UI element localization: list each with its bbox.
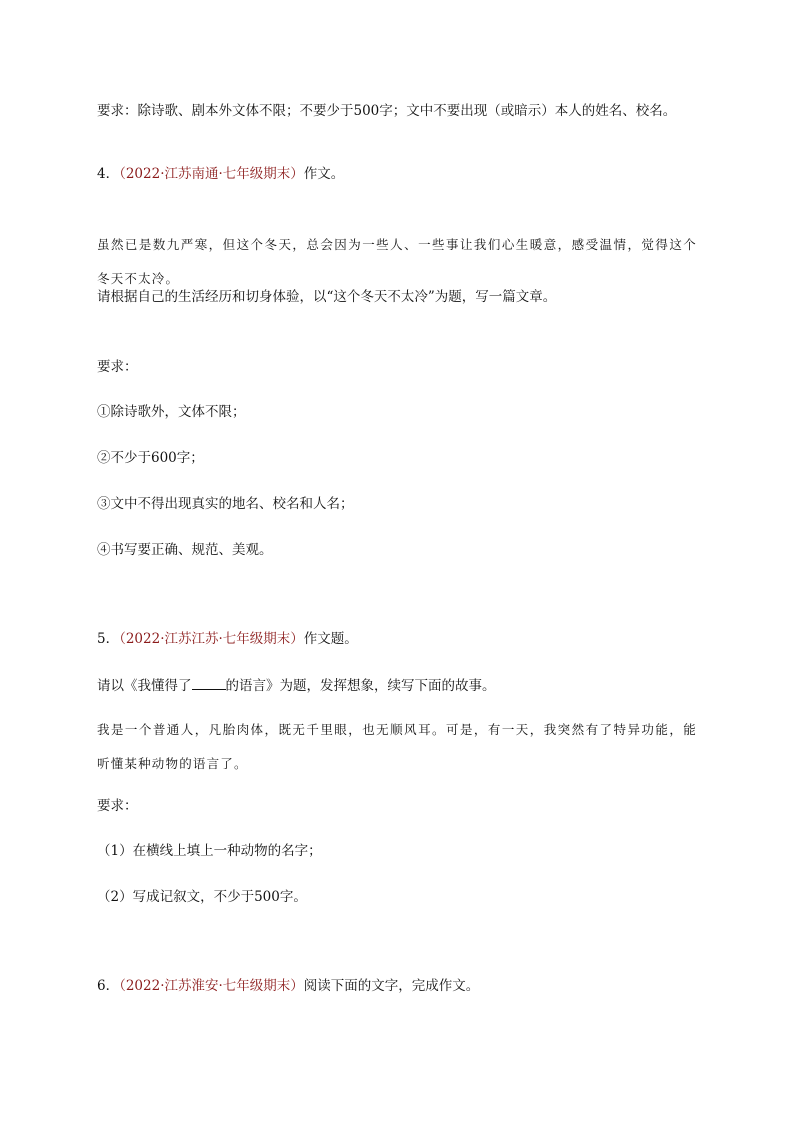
- q5-passage: 我是一个普通人，凡胎肉体，既无千里眼，也无顺风耳。可是，有一天，我突然有了特异功能，能听懂某种动物的语言了。: [97, 722, 697, 771]
- q6-heading: [97, 976, 479, 996]
- q5-requirement-item: （2）写成记叙文，不少于500字。: [97, 889, 307, 905]
- q5-instruction: [97, 675, 496, 696]
- q4-heading: [97, 164, 344, 184]
- q5-number: 5．: [97, 631, 120, 647]
- q5-instruction-before: 请以《我懂得了: [97, 678, 192, 694]
- q4-number: 4．: [97, 166, 120, 182]
- q3-requirement: 要求：除诗歌、剧本外文体不限；不要少于500字；文中不要出现（或暗示）本人的姓名、校名。: [97, 103, 677, 119]
- q4-source[interactable]: （2022·江苏南通·七年级期末）: [119, 166, 304, 182]
- q4-requirement-item: ④书写要正确、规范、美观。: [97, 542, 273, 558]
- q5-requirement-label: 要求：: [97, 798, 138, 814]
- q4-instruction: 请根据自己的生活经历和切身体验，以“这个冬天不太冷”为题，写一篇文章。: [97, 289, 557, 305]
- q4-requirement-label: 要求：: [97, 359, 138, 375]
- q4-passage: 虽然已是数九严寒，但这个冬天，总会因为一些人、一些事让我们心生暖意，感受温情，觉得这个冬天不太冷。: [97, 237, 697, 286]
- q4-prompt: 作文。: [303, 166, 345, 182]
- q6-source[interactable]: （2022·江苏淮安·七年级期末）: [119, 978, 304, 994]
- q6-number: 6．: [97, 978, 120, 994]
- q4-requirement-item: ②不少于600字；: [97, 450, 204, 466]
- q5-heading: [97, 629, 358, 649]
- q5-requirement-item: （1）在横线上填上一种动物的名字；: [97, 843, 322, 859]
- q5-fill-blank: [192, 675, 226, 690]
- q5-source[interactable]: （2022·江苏江苏·七年级期末）: [119, 631, 304, 647]
- q6-prompt: 阅读下面的文字，完成作文。: [303, 978, 480, 994]
- q4-requirement-item: ③文中不得出现真实的地名、校名和人名；: [97, 496, 354, 512]
- q5-prompt: 作文题。: [303, 631, 358, 647]
- q4-requirement-item: ①除诗歌外，文体不限；: [97, 404, 246, 420]
- q5-instruction-after: 的语言》为题，发挥想象，续写下面的故事。: [225, 678, 496, 694]
